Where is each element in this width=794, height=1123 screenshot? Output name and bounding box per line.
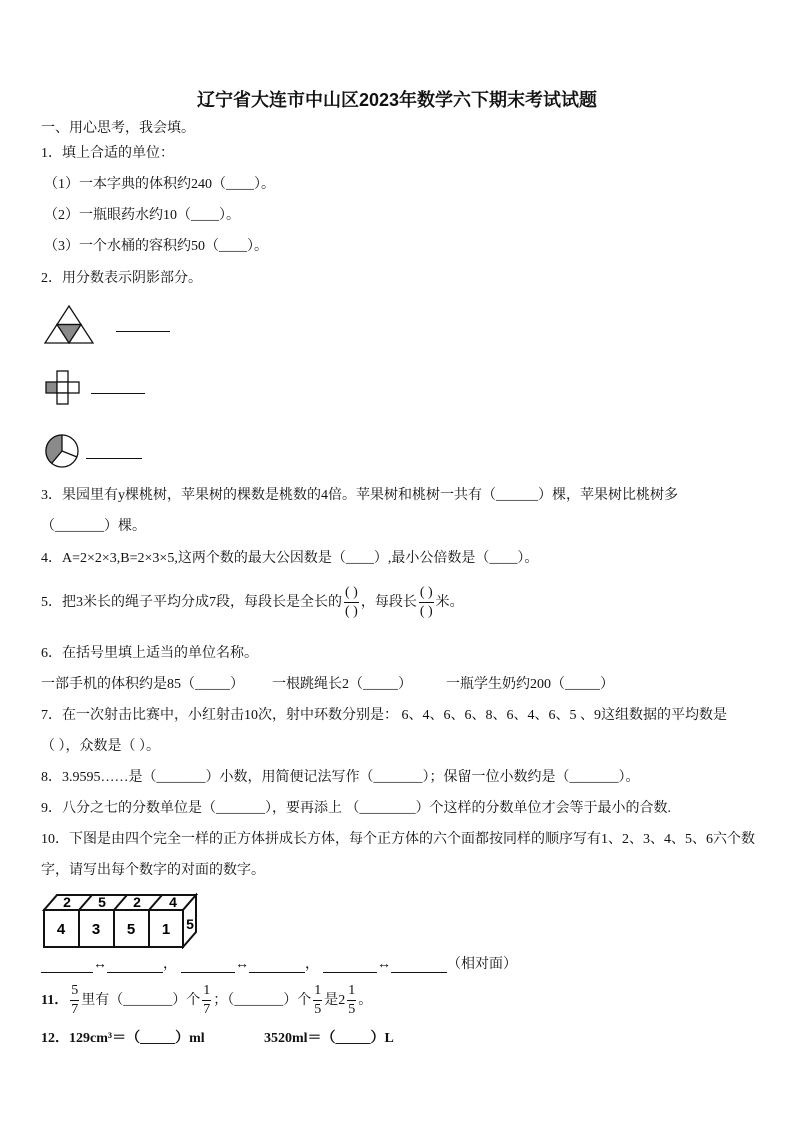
q1-item-1: （1）一本字典的体积约240（____）。 — [44, 177, 275, 192]
q11-text-2: ；（_______）个 — [213, 993, 312, 1008]
cube-top-number-4: 4 — [169, 894, 177, 910]
separator: ， — [163, 957, 177, 972]
q12-part-2: 3520ml＝（_____）L — [264, 1031, 394, 1046]
pair-2-right-blank[interactable] — [249, 958, 305, 973]
pair-3-right-blank[interactable] — [391, 958, 447, 973]
q5-fraction-blank-1[interactable]: $\frac{( )}{( )}$ — [345, 585, 358, 620]
q3-line-1: 3．果园里有y棵桃树，苹果树的棵数是桃数的4倍。苹果树和桃树一共有（______）棵，苹果树比桃树多 — [41, 488, 678, 503]
cube-front-number-1: 4 — [56, 921, 66, 938]
cube-top-number-3: 2 — [133, 894, 141, 910]
q2-stem: 2．用分数表示阴影部分。 — [41, 271, 202, 286]
q5-line — [41, 586, 464, 620]
q4-text: 4．A=2×2×3,B=2×3×5,这两个数的最大公因数是（____）,最小公倍数是（____）。 — [41, 551, 539, 566]
pair-2-left-blank[interactable] — [181, 958, 235, 973]
q5-fraction-blank-2[interactable]: $\frac{( )}{( )}$ — [419, 585, 433, 620]
q2-answer-line-3[interactable] — [86, 458, 142, 459]
q1-stem: 1．填上合适的单位： — [41, 146, 174, 161]
cross-net-figure — [43, 370, 88, 405]
q7-line-2: （ ），众数是（ ）。 — [41, 739, 160, 754]
cube-front-number-4: 1 — [161, 921, 171, 938]
q10-line-2: 字，请写出每个数字的对面的数字。 — [41, 863, 265, 878]
q1-item-2: （2）一瓶眼药水约10（____）。 — [44, 208, 240, 223]
cube-side-number: 5 — [186, 916, 194, 932]
fraction-mixed-1-5: $\frac{1}{5}$ — [348, 983, 356, 1018]
q6-item-3: 一瓶学生奶约200（_____） — [446, 677, 614, 692]
q10-line-1: 10．下图是由四个完全一样的正方体拼成长方体，每个正方体的六个面都按同样的顺序写有1、2、3、4、5、6六个数 — [41, 832, 755, 847]
arrow-icon: ↔ — [377, 957, 391, 972]
q5-text-1: 5．把3米长的绳子平均分成7段，每段长是全长的 — [41, 595, 342, 610]
page-title: 辽宁省大连市中山区2023年数学六下期末考试试题 — [196, 90, 598, 110]
fraction-5-7: $\frac{5}{7}$ — [71, 983, 79, 1018]
q2-answer-line-2[interactable] — [91, 393, 145, 394]
pair-3-left-blank[interactable] — [323, 958, 377, 973]
cube-front-number-3: 5 — [126, 921, 136, 938]
q3-line-2: （_______）棵。 — [41, 519, 146, 534]
pair-1-left-blank[interactable] — [41, 958, 93, 973]
q9-text: 9．八分之七的分数单位是（_______），要再添上 （________）个这样的分数单位才会等于最小的合数. — [41, 801, 671, 816]
q11-line — [41, 983, 372, 1019]
q6-stem: 6．在括号里填上适当的单位名称。 — [41, 646, 258, 661]
section-heading: 一、用心思考，我会填。 — [41, 121, 195, 136]
q10-answer-row — [41, 958, 517, 973]
cuboid-figure — [40, 893, 200, 949]
q2-answer-line-1[interactable] — [116, 331, 170, 332]
separator: ， — [305, 957, 319, 972]
pair-1-right-blank[interactable] — [107, 958, 163, 973]
cube-top-number-1: 2 — [63, 894, 71, 910]
q8-text: 8．3.9595……是（_______）小数，用简便记法写作（_______）；保留一位小数约是（_______）。 — [41, 770, 640, 785]
q11-text-3: 是2 — [324, 993, 346, 1008]
arrow-icon: ↔ — [235, 957, 249, 972]
cube-top-number-2: 5 — [98, 894, 106, 910]
q6-item-1: 一部手机的体积约是85（_____） — [41, 677, 244, 692]
triangle-figure — [44, 305, 94, 345]
arrow-icon: ↔ — [93, 957, 107, 972]
fraction-1-7: $\frac{1}{7}$ — [203, 983, 211, 1018]
q5-text-3: 米。 — [435, 595, 464, 610]
q7-line-1: 7．在一次射击比赛中，小红射击10次，射中环数分别是： 6、4、6、6、8、6、4、6、5 、9这组数据的平均数是 — [41, 708, 727, 723]
q6-item-2: 一根跳绳长2（_____） — [272, 677, 412, 692]
q12-part-1: 12．129cm³＝（_____）ml — [41, 1031, 205, 1046]
q11-text-1: 里有（_______）个 — [81, 993, 201, 1008]
q10-note: （相对面） — [447, 957, 517, 972]
q5-text-2: ，每段长 — [360, 595, 417, 610]
q1-item-3: （3）一个水桶的容积约50（____）。 — [44, 239, 268, 254]
q11-text-4: 。 — [358, 993, 373, 1008]
q11-label: 11． — [41, 993, 69, 1008]
pie-figure — [42, 433, 82, 469]
cube-front-number-2: 3 — [91, 921, 101, 938]
fraction-1-5: $\frac{1}{5}$ — [314, 983, 322, 1018]
